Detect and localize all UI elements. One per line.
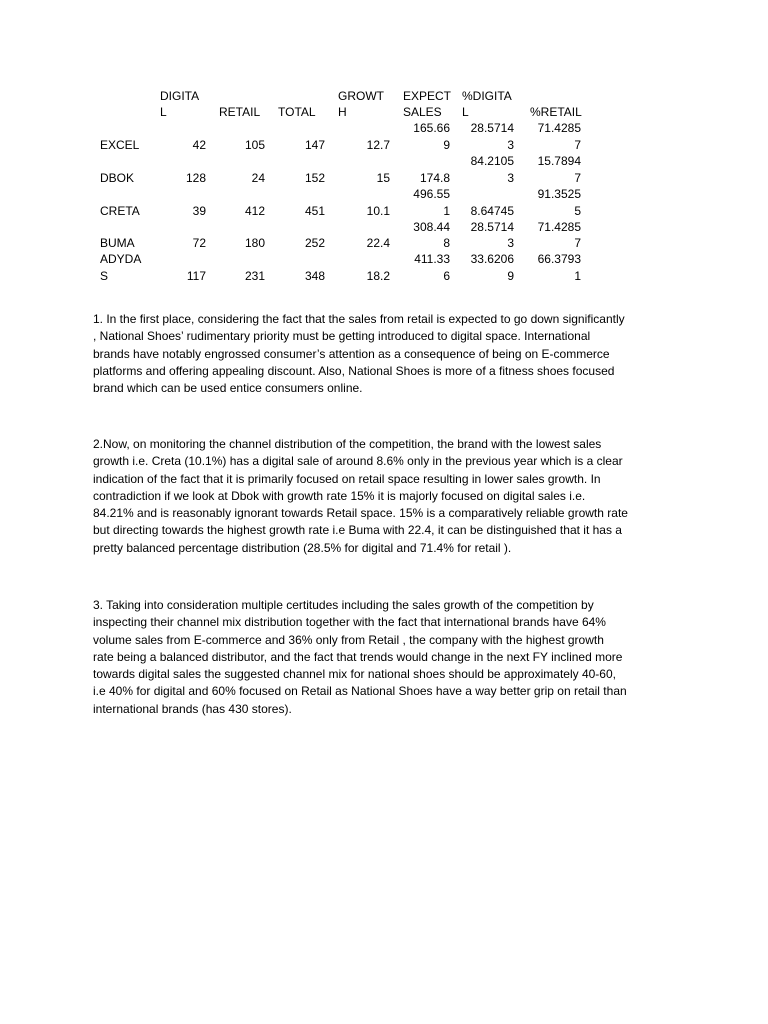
header-total: TOTAL bbox=[278, 105, 316, 119]
paragraph-line: but directing towards the highest growth rate i.e Buma with 22.4, it can be distinguished that it has a bbox=[93, 523, 622, 538]
dbok-pct-retail-wrap: 7 bbox=[574, 171, 581, 185]
paragraph-3 bbox=[93, 597, 683, 718]
buma-digital: 72 bbox=[192, 236, 206, 250]
adydas-name-wrap: S bbox=[100, 269, 109, 283]
header-expect: EXPECT bbox=[403, 89, 452, 103]
header-growth-wrap: H bbox=[338, 105, 347, 119]
paragraph-line: i.e 40% for digital and 60% focused on Retail as National Shoes have a way better grip on retail than bbox=[93, 684, 627, 699]
adydas-retail: 231 bbox=[244, 269, 265, 283]
creta-digital: 39 bbox=[192, 204, 206, 218]
paragraph-line: towards digital sales the suggested channel mix for national shoes should be approximately 40-60, bbox=[93, 667, 616, 682]
adydas-growth: 18.2 bbox=[366, 269, 390, 283]
header-pct-retail: %RETAIL bbox=[530, 105, 582, 119]
dbok-pct-digital: 84.2105 bbox=[470, 154, 514, 168]
paragraph-line: international brands (has 430 stores). bbox=[93, 701, 292, 716]
buma-pct-digital-wrap: 3 bbox=[507, 236, 514, 250]
paragraph-line: rate being a balanced distributor, and the fact that trends would change in the next FY inclined more bbox=[93, 649, 623, 664]
paragraph-line: 2.Now, on monitoring the channel distribution of the competition, the brand with the lowest sales bbox=[93, 437, 602, 451]
dbok-pct-retail: 15.7894 bbox=[537, 154, 581, 168]
creta-name: CRETA bbox=[100, 204, 140, 218]
excel-pct-retail: 71.4285 bbox=[537, 121, 581, 135]
excel-growth: 12.7 bbox=[366, 138, 390, 152]
excel-digital: 42 bbox=[192, 138, 206, 152]
buma-growth: 22.4 bbox=[366, 236, 390, 250]
paragraph-line: indication of the fact that it is primarily focused on retail space resulting in lower sales growth. In bbox=[93, 471, 601, 486]
paragraph-line: 1. In the first place, considering the fact that the sales from retail is expected to go down significantly bbox=[93, 312, 625, 326]
creta-pct-digital: 8.64745 bbox=[470, 204, 514, 218]
excel-expect-wrap: 9 bbox=[443, 138, 450, 152]
excel-pct-digital-wrap: 3 bbox=[507, 138, 514, 152]
adydas-pct-digital-wrap: 9 bbox=[507, 269, 514, 283]
adydas-name: ADYDA bbox=[100, 252, 142, 266]
buma-expect: 308.44 bbox=[413, 220, 450, 234]
header-expect-wrap: SALES bbox=[403, 105, 442, 119]
paragraph-line: growth i.e. Creta (10.1%) has a digital sale of around 8.6% only in the previous year which is a clear bbox=[93, 454, 623, 469]
creta-retail: 412 bbox=[244, 204, 265, 218]
paragraph-line: brands have notably engrossed consumer’s attention as a consequence of being on E-commerce bbox=[93, 346, 610, 361]
excel-pct-digital: 28.5714 bbox=[470, 121, 514, 135]
creta-pct-retail: 91.3525 bbox=[537, 187, 581, 201]
buma-pct-retail-wrap: 7 bbox=[574, 236, 581, 250]
header-pct-digital: %DIGITA bbox=[462, 89, 512, 103]
paragraph-line: 3. Taking into consideration multiple certitudes including the sales growth of the competition by bbox=[93, 598, 594, 612]
adydas-total: 348 bbox=[304, 269, 325, 283]
dbok-digital: 128 bbox=[185, 171, 206, 185]
paragraph-1 bbox=[93, 311, 683, 397]
excel-retail: 105 bbox=[244, 138, 265, 152]
creta-growth: 10.1 bbox=[366, 204, 390, 218]
buma-pct-digital: 28.5714 bbox=[470, 220, 514, 234]
dbok-total: 152 bbox=[304, 171, 325, 185]
paragraph-line: platforms and offering appealing discount. Also, National Shoes is more of a fitness shoes focused bbox=[93, 363, 615, 378]
excel-name: EXCEL bbox=[100, 138, 140, 152]
creta-pct-retail-wrap: 5 bbox=[574, 204, 581, 218]
dbok-retail: 24 bbox=[251, 171, 265, 185]
dbok-name: DBOK bbox=[100, 171, 135, 185]
paragraph-line: brand which can be used entice consumers online. bbox=[93, 381, 363, 396]
creta-expect-wrap: 1 bbox=[443, 204, 450, 218]
dbok-pct-digital-wrap: 3 bbox=[507, 171, 514, 185]
dbok-expect: 174.8 bbox=[419, 171, 450, 185]
header-growth: GROWT bbox=[338, 89, 384, 103]
creta-expect: 496.55 bbox=[413, 187, 450, 201]
adydas-pct-retail-wrap: 1 bbox=[574, 269, 581, 283]
adydas-expect-wrap: 6 bbox=[443, 269, 450, 283]
buma-expect-wrap: 8 bbox=[443, 236, 450, 250]
paragraph-line: volume sales from E-commerce and 36% only from Retail , the company with the highest growth bbox=[93, 632, 604, 647]
paragraph-line: pretty balanced percentage distribution (28.5% for digital and 71.4% for retail ). bbox=[93, 540, 512, 555]
buma-retail: 180 bbox=[244, 236, 265, 250]
paragraph-line: 84.21% and is reasonably ignorant towards Retail space. 15% is a comparatively reliable growth rate bbox=[93, 506, 628, 521]
creta-total: 451 bbox=[304, 204, 325, 218]
buma-pct-retail: 71.4285 bbox=[537, 220, 581, 234]
header-pct-digital-wrap: L bbox=[462, 105, 469, 119]
adydas-pct-digital: 33.6206 bbox=[470, 252, 514, 266]
header-digital-wrap: L bbox=[160, 105, 167, 119]
paragraph-line: , National Shoes’ rudimentary priority must be getting introduced to digital space. International bbox=[93, 329, 591, 344]
excel-pct-retail-wrap: 7 bbox=[574, 138, 581, 152]
adydas-digital: 117 bbox=[186, 269, 206, 283]
adydas-expect: 411.33 bbox=[414, 252, 450, 266]
paragraph-2 bbox=[93, 436, 683, 557]
paragraph-line: contradiction if we look at Dbok with growth rate 15% it is majorly focused on digital sales i.e. bbox=[93, 488, 586, 503]
adydas-pct-retail: 66.3793 bbox=[537, 252, 581, 266]
header-digital: DIGITA bbox=[160, 89, 200, 103]
excel-total: 147 bbox=[304, 138, 325, 152]
header-retail: RETAIL bbox=[219, 105, 261, 119]
dbok-growth: 15 bbox=[376, 171, 390, 185]
paragraph-line: inspecting their channel mix distribution together with the fact that international brands have 64% bbox=[93, 615, 606, 630]
buma-name: BUMA bbox=[100, 236, 135, 250]
excel-expect: 165.66 bbox=[413, 121, 450, 135]
buma-total: 252 bbox=[304, 236, 325, 250]
